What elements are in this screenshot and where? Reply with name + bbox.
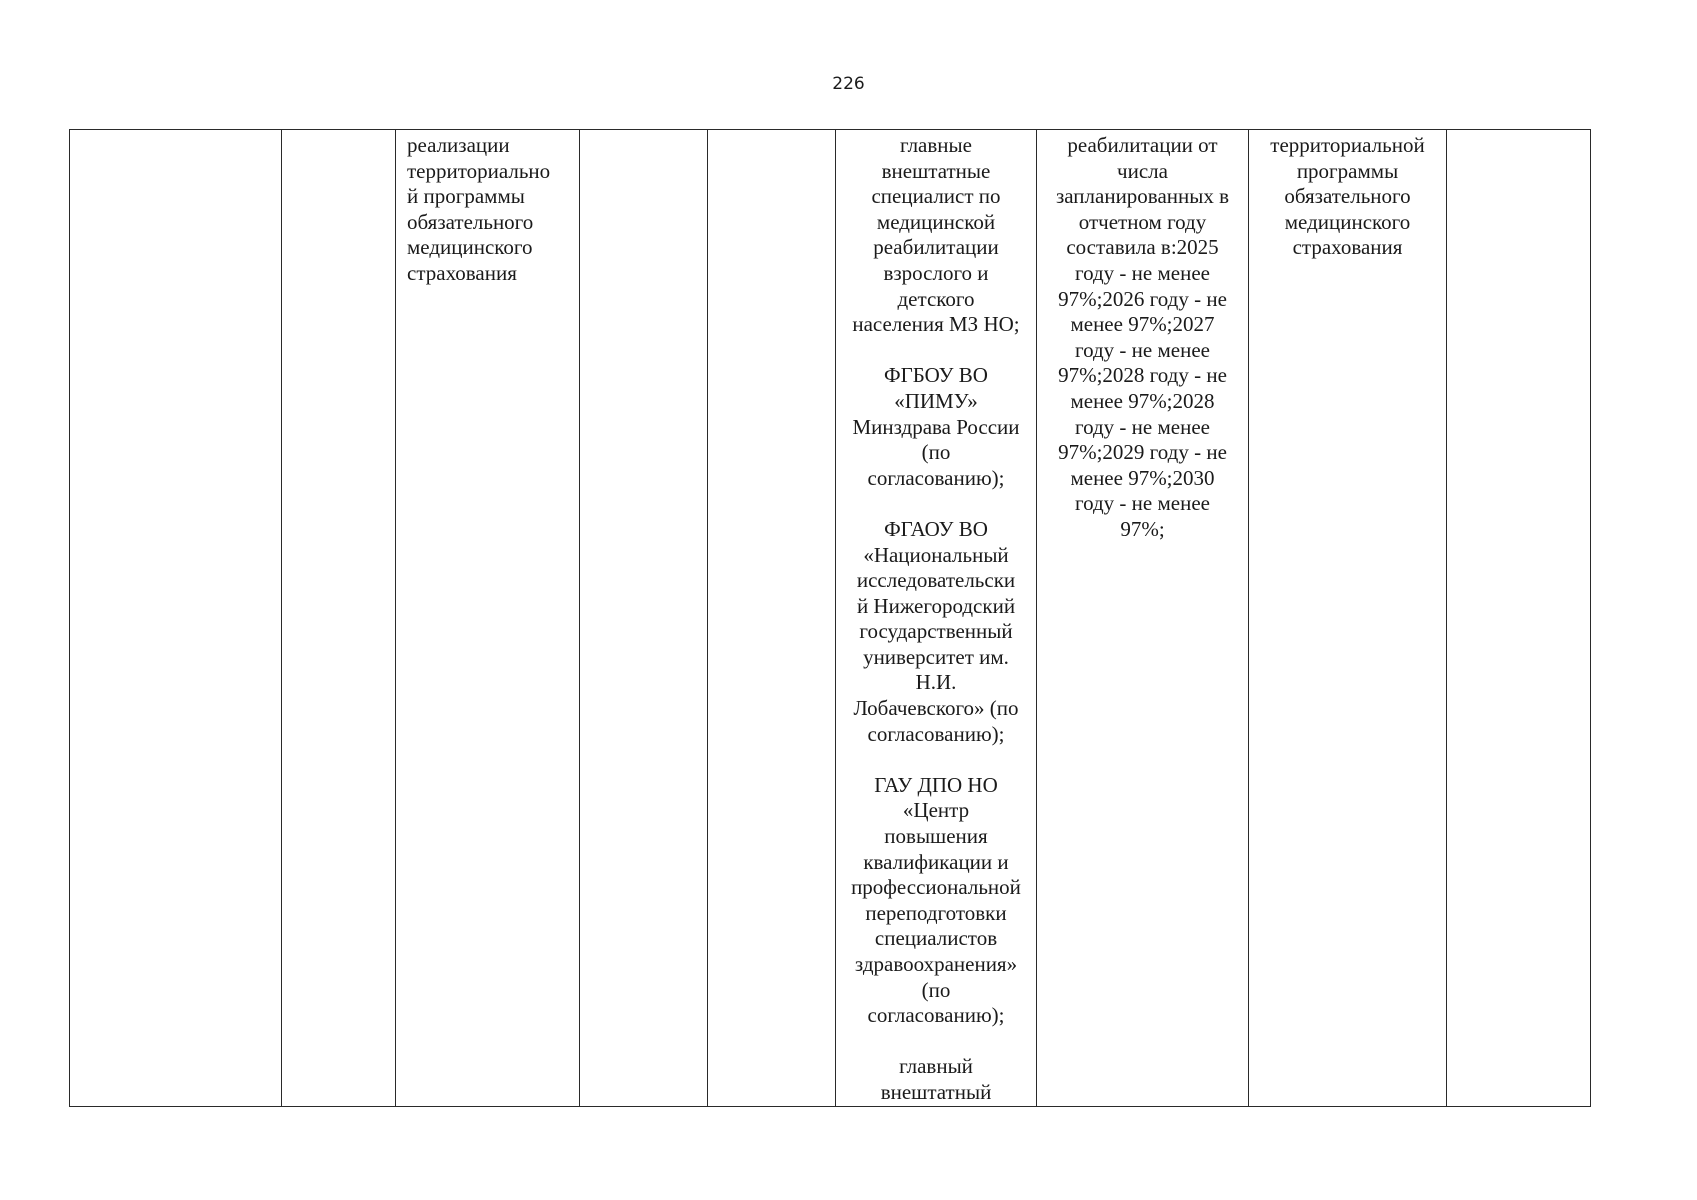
cell-line: исследовательски <box>856 568 1016 593</box>
cell-line: менее 97%;2030 <box>1070 465 1215 490</box>
cell-line: отчетном году <box>1078 209 1207 234</box>
cell-line: «Центр <box>902 798 970 823</box>
table-row <box>70 130 1591 1107</box>
cell-line: й программы <box>407 184 525 209</box>
cell-line: обязательного <box>407 209 534 234</box>
organization-block <box>840 1054 1032 1105</box>
cell-line: 97%;2029 году - не <box>1058 440 1227 465</box>
cell-line: государственный <box>859 619 1013 644</box>
table-cell-col9 <box>1447 130 1591 1107</box>
cell-line: 97%;2026 году - не <box>1058 286 1227 311</box>
organization-block <box>840 517 1032 747</box>
organization-block <box>840 133 1032 338</box>
cell-line: специалистов <box>874 926 998 951</box>
cell-line: (по <box>921 440 951 465</box>
cell-line: университет им. <box>863 644 1009 669</box>
cell-line: главные <box>900 133 972 157</box>
cell-line: здравоохранения» <box>854 952 1018 976</box>
table-cell-col4 <box>580 130 708 1107</box>
cell-line: медицинской <box>876 209 996 234</box>
cell-line: Минздрава России <box>852 414 1020 439</box>
cell-line: специалист по <box>871 184 1001 209</box>
cell-line: 97%; <box>1120 516 1165 541</box>
cell-line: переподготовки <box>865 900 1007 925</box>
cell-line: году - не менее <box>1075 337 1210 362</box>
cell-line: территориальной <box>1270 133 1425 157</box>
block-spacer <box>840 1029 1032 1055</box>
cell-line: медицинского <box>407 235 533 260</box>
cell-line: программы <box>1296 158 1399 183</box>
table-cell-col2 <box>282 130 396 1107</box>
cell-line: запланированных в <box>1055 184 1230 209</box>
page-number: 226 <box>832 74 865 94</box>
block-spacer <box>840 491 1032 517</box>
cell-line: реабилитации от <box>1067 133 1218 157</box>
cell-line: 97%;2028 году - не <box>1058 363 1227 388</box>
cell-line: обязательного <box>1284 184 1411 209</box>
table-cell-col5 <box>708 130 836 1107</box>
organization-block <box>840 363 1032 491</box>
table-cell-col7 <box>1037 130 1249 1107</box>
cell-line: внештатный <box>880 1079 992 1104</box>
cell-line: взрослого и <box>883 260 989 285</box>
cell-line: году - не менее <box>1075 414 1210 439</box>
cell-line: реабилитации <box>873 235 999 260</box>
cell-line: году - не менее <box>1075 491 1210 516</box>
cell-line: повышения <box>884 824 988 849</box>
cell-line: «ПИМУ» <box>894 388 978 413</box>
cell-line: (по <box>921 977 951 1002</box>
cell-line: согласованию); <box>867 1003 1005 1028</box>
cell-line: профессиональной <box>851 875 1021 900</box>
cell-line: населения МЗ НО; <box>852 312 1020 337</box>
cell-line: страхования <box>407 260 517 285</box>
table-cell-col3 <box>396 130 580 1107</box>
cell-line: страхования <box>1292 235 1403 260</box>
cell-line: числа <box>1117 158 1168 183</box>
cell-line: медицинского <box>1284 209 1411 234</box>
cell-line: ГАУ ДПО НО <box>874 772 998 797</box>
cell-line: ФГБОУ ВО <box>884 363 988 388</box>
cell-line: главный <box>899 1054 973 1079</box>
cell-line: внештатные <box>881 158 991 183</box>
cell-line: согласованию); <box>867 721 1005 746</box>
cell-line: квалификации и <box>863 849 1009 874</box>
document-table <box>69 129 1591 1107</box>
cell-line: менее 97%;2027 <box>1070 312 1215 337</box>
table-cell-col1 <box>70 130 282 1107</box>
cell-line: реализации <box>407 133 510 157</box>
cell-line: составила в:2025 <box>1066 235 1219 260</box>
cell-line: й Нижегородский <box>856 593 1016 618</box>
table-cell-col6 <box>836 130 1037 1107</box>
block-spacer <box>840 338 1032 364</box>
cell-line: менее 97%;2028 <box>1070 388 1215 413</box>
organization-block <box>840 773 1032 1029</box>
cell-line: детского <box>897 286 975 311</box>
block-spacer <box>840 747 1032 773</box>
cell-line: «Национальный <box>863 542 1009 567</box>
cell-line: Лобачевского» (по <box>853 696 1019 721</box>
cell-line: году - не менее <box>1075 260 1210 285</box>
table-cell-col8 <box>1249 130 1447 1107</box>
cell-line: согласованию); <box>867 465 1005 490</box>
cell-line: Н.И. <box>915 670 957 695</box>
cell-line: ФГАОУ ВО <box>884 516 988 541</box>
cell-line: территориально <box>407 158 551 183</box>
